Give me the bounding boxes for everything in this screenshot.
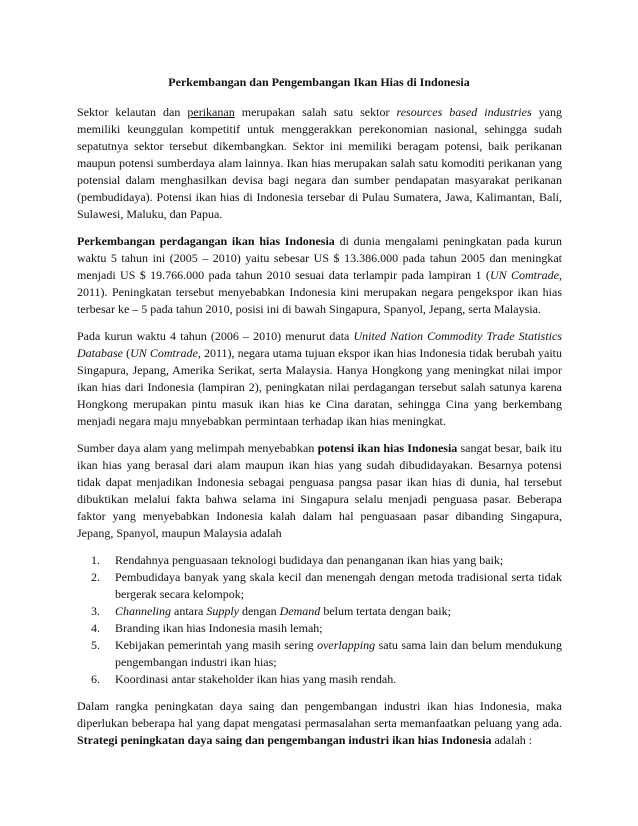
list-number: 3. [91,604,100,618]
paragraph-intro [77,104,562,223]
text-run: belum tertata dengan baik; [320,604,451,618]
text-run: yang memiliki keunggulan kompetitif untuk menggerakkan perekonomian nasional, sehingga sudah sepatutnya sektor tersebut dikembangkan. Sektor ini memiliki beragam potensi, baik perikanan maupun potensi sumberdaya alam lainnya. Ikan hias merupakan salah satu komoditi perikanan yang potensial dalam menghasilkan devisa bagi negara dan sumber pendapatan masyarakat perikanan (pembudidaya). Potensi ikan hias di Indonesia tersebar di Pulau Sumatera, Jawa, Kalimantan, Bali, Sulawesi, Maluku, dan Papua. [77,105,562,221]
list-item [91,603,562,620]
text-run: Pembudidaya banyak yang skala kecil dan menengah dengan metoda tradisional serta tidak bergerak secara kelompok; [115,570,562,601]
italic-term: Demand [279,604,321,618]
list-item [91,671,562,688]
list-number: 1. [91,553,100,567]
list-number: 2. [91,570,100,584]
bold-term: potensi ikan hias Indonesia [317,441,458,455]
italic-term: United Nation Commodity Trade Statistics Database [77,329,562,360]
text-run: sangat besar, baik itu ikan hias yang berasal dari alam maupun ikan hias yang sudah dibudidayakan. Besarnya potensi tidak dapat menjadikan Indonesia sebagai penguasa pangsa pasar ikan hias di dunia, hal tersebut dibuktikan melalui fakta bahwa selama ini Singapura selalu menjadi penguasa pasar. Beberapa faktor yang menyebabkan Indonesia kalah dalam hal penguasaan pasar dibanding Singapura, Jepang, Spanyol, maupun Malaysia adalah [77,441,562,540]
text-run: Dalam rangka peningkatan daya saing dan pengembangan industri ikan hias Indonesia, maka diperlukan beberapa hal yang dapat mengatasi permasalahan serta memanfaatkan peluang yang ada. [77,699,562,730]
paragraph-potential [77,440,562,542]
list-number: 6. [91,672,100,686]
page-title: Perkembangan dan Pengembangan Ikan Hias di Indonesia [168,75,470,89]
text-run: dengan [238,604,280,618]
text-run: , 2011), negara utama tujuan ekspor ikan hias Indonesia tidak berubah yaitu Singapura, Jepang, Amerika Serikat, serta Malaysia. Hanya Hongkong yang meningkat nilai impor ikan hias dari Indonesia (lampiran 2), peningkatan nilai perdagangan tersebut salah satunya karena Hongkong merupakan pintu masuk ikan hias ke Cina daratan, sehingga Cina yang berkembang menjadi negara maju mnyebabkan permintaan terhadap ikan hias meningkat. [77,346,562,428]
paragraph-strategy [77,698,562,749]
text-run: satu sama lain dan belum mendukung pengembangan industri ikan hias; [115,638,562,669]
text-run: , 2011). Peningkatan tersebut menyebabkan Indonesia kini merupakan negara pengekspor ikan hias terbesar ke – 5 pada tahun 2010, posisi ini di bawah Singapura, Spanyol, Jepang, serta Malaysia. [77,268,562,316]
paragraph-trade [77,233,562,318]
document-body [77,104,562,759]
italic-term: UN Comtrade [130,346,198,360]
text-run: di dunia mengalami peningkatan pada kurun waktu 5 tahun ini (2005 – 2010) yaitu sebesar US $ 13.386.000 pada tahun 2005 dan meningkat menjadi US $ 19.766.000 pada tahun 2010 sesuai data terlampir pada lampiran 1 ( [77,234,562,282]
text-run: Branding ikan hias Indonesia masih lemah; [115,621,323,635]
text-run: ( [123,346,131,360]
list-item [91,569,562,603]
text-run: Pada kurun waktu 4 tahun (2006 – 2010) menurut data [77,329,354,343]
text-run: adalah : [491,733,533,747]
text-run: Sumber daya alam yang melimpah menyebabkan [77,441,318,455]
list-number: 5. [91,638,100,652]
list-item [91,620,562,637]
italic-term: Channeling [115,604,171,618]
list-item [91,637,562,671]
text-run: Koordinasi antar stakeholder ikan hias yang masih rendah. [115,672,397,686]
italic-term: overlapping [317,638,376,652]
list-item [91,552,562,569]
underlined-term: perikanan [187,105,235,119]
paragraph-export [77,328,562,430]
bold-term: Perkembangan perdagangan ikan hias Indonesia [77,234,335,248]
text-run: Rendahnya penguasaan teknologi budidaya dan penanganan ikan hias yang baik; [115,553,504,567]
factor-list [77,552,562,688]
text-run: Kebijakan pemerintah yang masih sering [115,638,318,652]
list-number: 4. [91,621,100,635]
text-run: merupakan salah satu sektor [234,105,397,119]
italic-term: resources based industries [396,105,532,119]
italic-term: UN Comtrade [489,268,559,282]
bold-term: Strategi peningkatan daya saing dan pengembangan industri ikan hias Indonesia [77,733,492,747]
italic-term: Supply [206,604,239,618]
text-run: Sektor kelautan dan [77,105,188,119]
text-run: antara [171,604,207,618]
